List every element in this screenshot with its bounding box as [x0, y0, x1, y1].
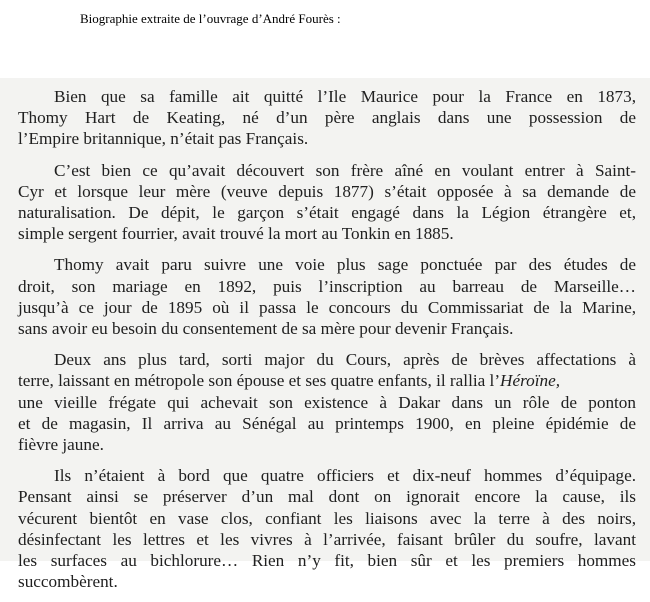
text-line: Deux ans plus tard, sorti major du Cours, après de brèves affectations à [54, 350, 636, 370]
text-line: sans avoir eu besoin du consentement de sa mère pour devenir Français. [18, 319, 514, 339]
text-line: Ils n’étaient à bord que quatre officiers et dix-neuf hommes d’équipage. [54, 466, 636, 486]
text-line: une vieille frégate qui achevait son existence à Dakar dans un rôle de ponton [18, 392, 636, 412]
text-line: les surfaces au bichlorure… Rien n’y fit, bien sûr et les premiers hommes [18, 551, 636, 571]
scanned-page [0, 78, 650, 592]
scanned-text [18, 86, 636, 602]
text-segment: terre, laissant en métropole son épouse et ses quatre enfants, il rallia l’ [18, 371, 501, 391]
text-line: jusqu’à ce jour de 1895 où il passa le concours du Commissariat de la Marine, [18, 297, 636, 317]
paragraph-2 [18, 160, 636, 245]
text-line: droit, son mariage en 1892, puis l’inscription au barreau de Marseille… [18, 276, 636, 296]
text-line: naturalisation. De dépit, le garçon s’était engagé dans la Légion étrangère et, [18, 203, 636, 223]
text-line: Bien que sa famille ait quitté l’Ile Maurice pour la France en 1873, [54, 87, 636, 106]
document-caption: Biographie extraite de l’ouvrage d’André Fourès : [80, 11, 341, 26]
paragraph-4 [18, 349, 636, 455]
text-line: et de magasin, Il arriva au Sénégal au printemps 1900, en pleine épidémie de [18, 413, 636, 433]
text-line [18, 370, 636, 391]
ship-name: Héroïne, [500, 371, 561, 391]
paragraph-3 [18, 254, 636, 339]
text-line: Thomy Hart de Keating, né d’un père anglais dans une possession de [18, 108, 636, 128]
text-line: simple sergent fourrier, avait trouvé la mort au Tonkin en 1885. [18, 224, 454, 244]
text-line: C’est bien ce qu’avait découvert son frère aîné en voulant entrer à Saint- [54, 160, 636, 180]
text-line: Thomy avait paru suivre une voie plus sage ponctuée par des études de [54, 255, 636, 275]
text-line: désinfectant les lettres et les vivres à l’arrivée, faisant brûler du soufre, lavant [18, 529, 636, 549]
text-line: vécurent bientôt en vase clos, confiant les liaisons avec la terre à des noirs, [18, 508, 636, 528]
paragraph-5 [18, 465, 636, 592]
text-line: succombèrent. [18, 572, 118, 592]
paragraph-1 [18, 86, 636, 150]
text-line: Pensant ainsi se préserver d’un mal dont on ignorait encore la cause, ils [18, 487, 636, 507]
text-line: Cyr et lorsque leur mère (veuve depuis 1877) s’était opposée à sa demande de [18, 181, 636, 201]
text-line: l’Empire britannique, n’était pas Français. [18, 129, 309, 149]
text-line: fièvre jaune. [18, 435, 104, 455]
